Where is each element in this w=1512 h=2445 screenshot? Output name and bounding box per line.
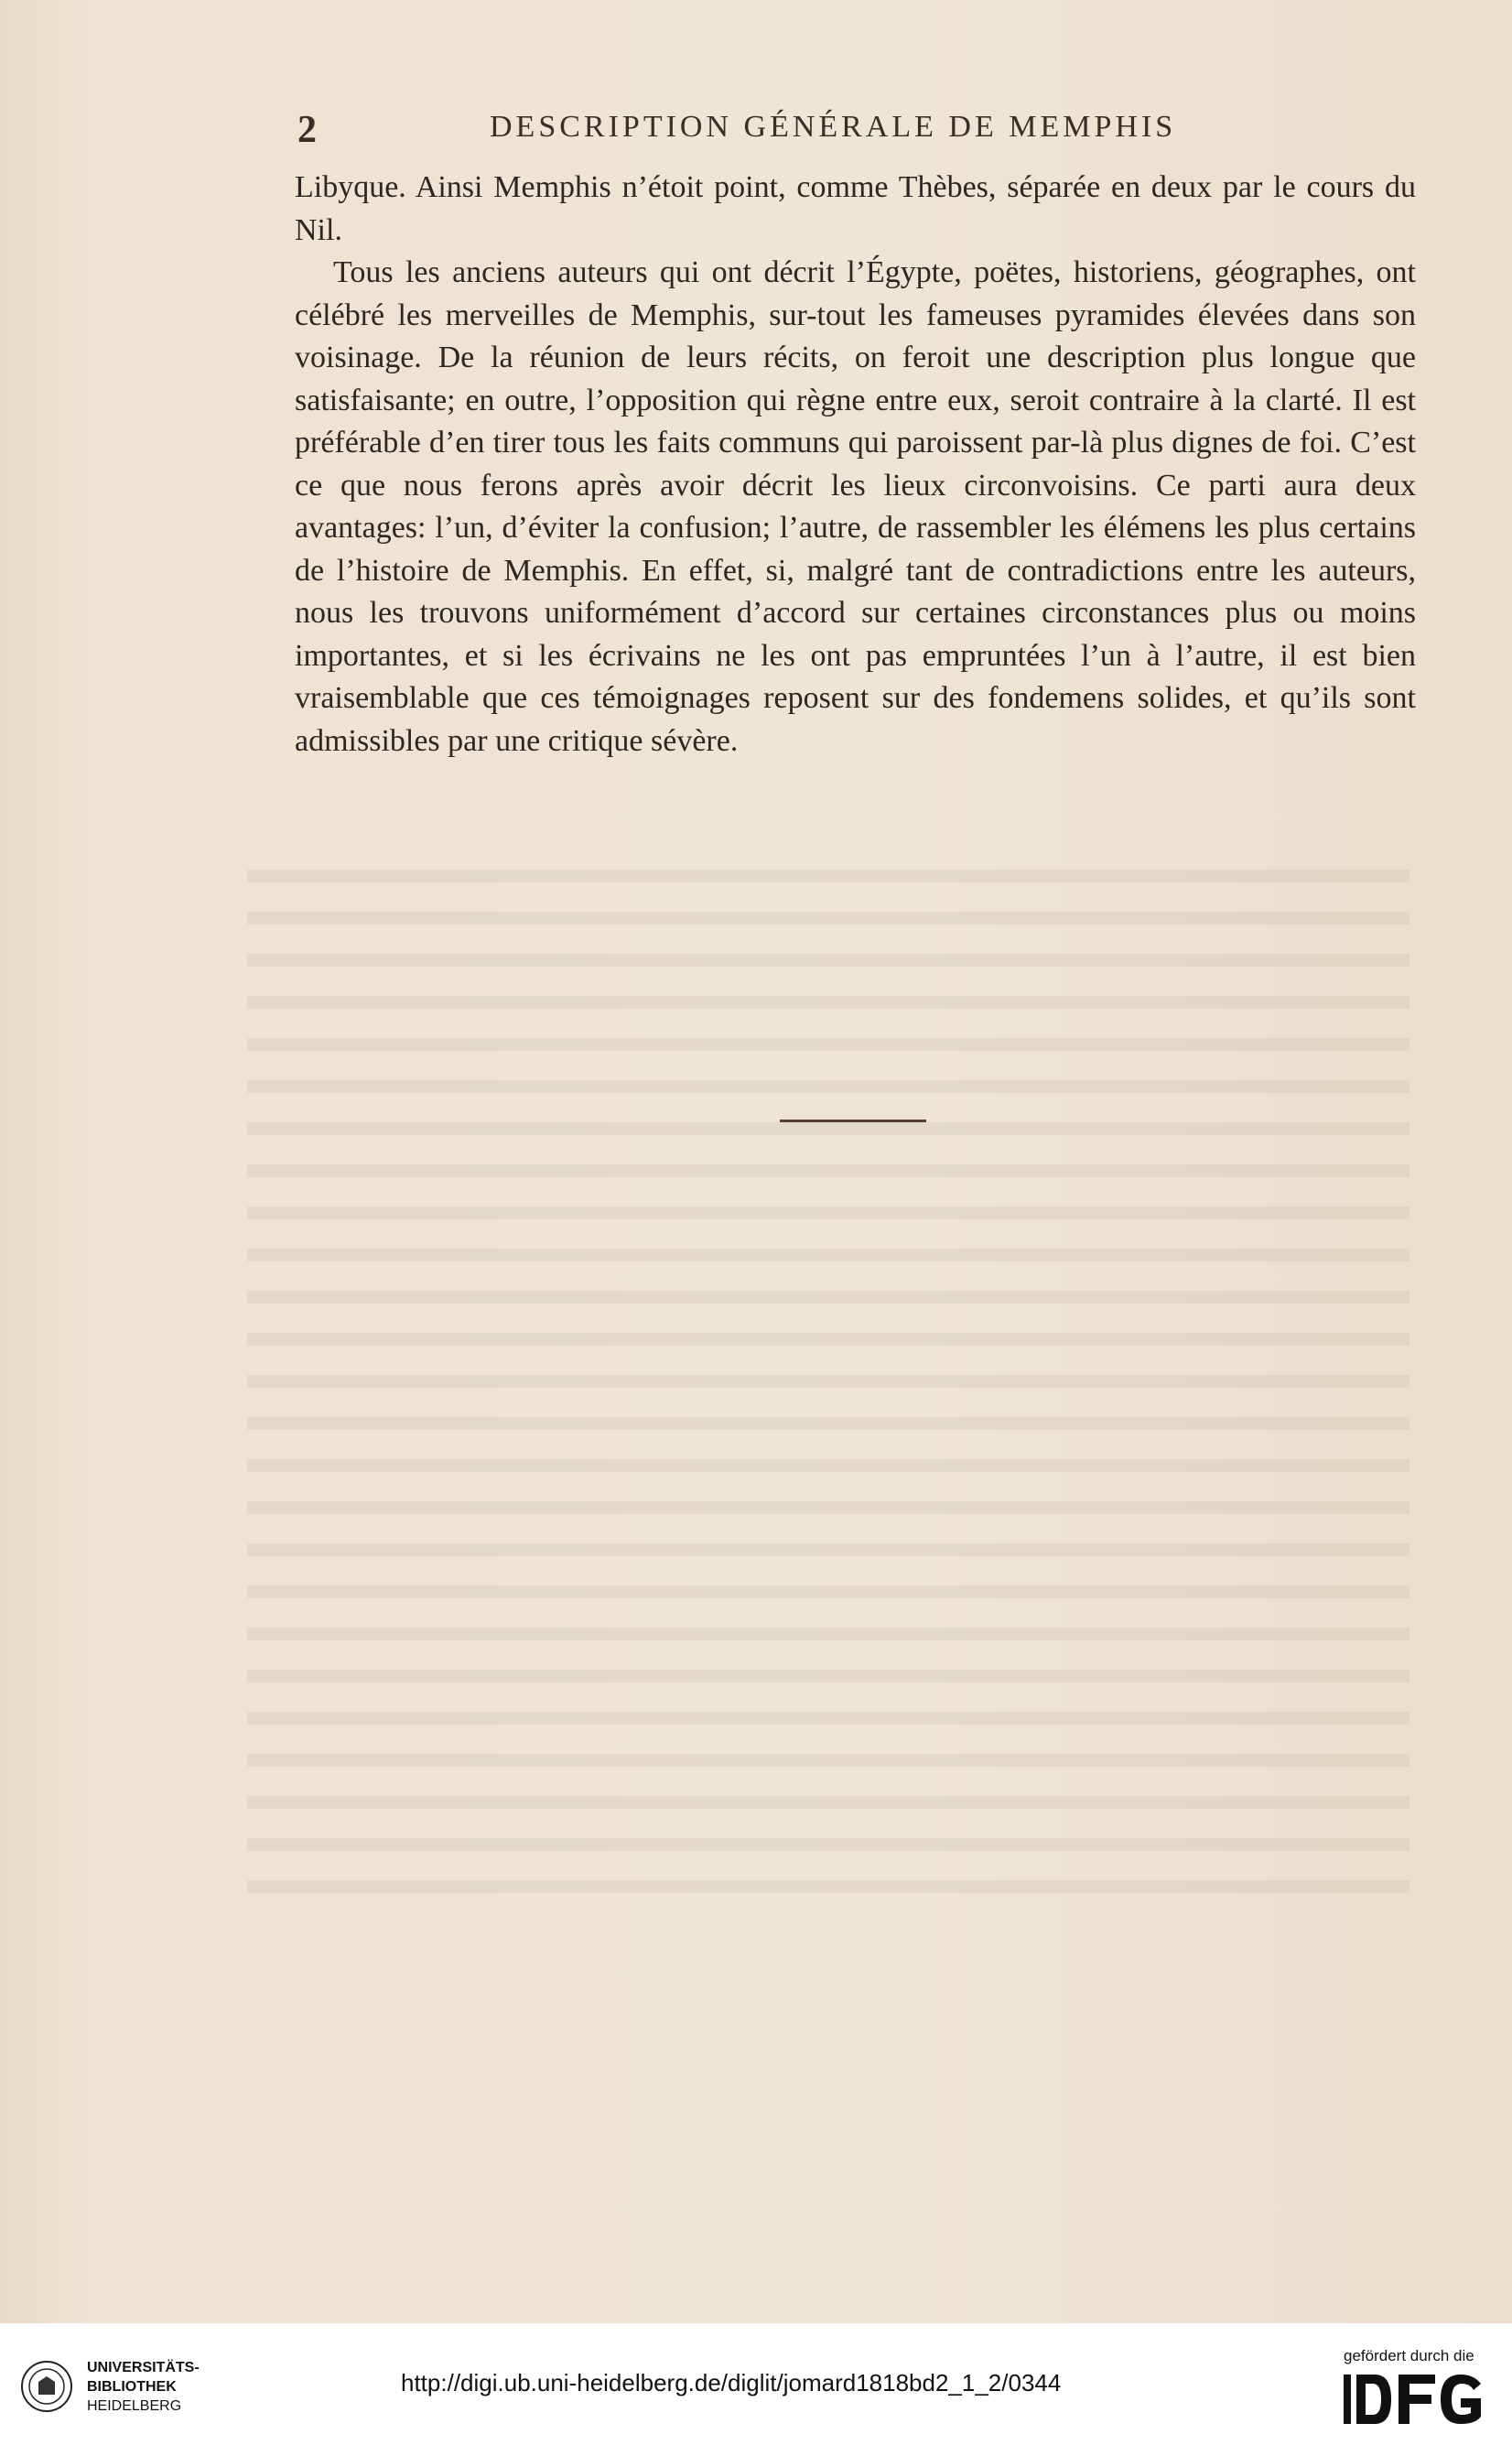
page-number: 2 <box>297 109 317 151</box>
dfg-logo-icon <box>1344 2371 1492 2428</box>
section-rule <box>780 1120 926 1122</box>
body-text <box>295 167 1416 763</box>
library-name <box>87 2358 200 2416</box>
running-head <box>297 108 1231 154</box>
funded-by-text: gefördert durch die <box>1344 2347 1474 2364</box>
library-name-line-3: HEIDELBERG <box>87 2398 182 2414</box>
library-name-line-2: BIBLIOTHEK <box>87 2379 177 2395</box>
running-head-title: DESCRIPTION GÉNÉRALE DE MEMPHIS <box>490 110 1177 144</box>
permalink-url[interactable]: http://digi.ub.uni-heidelberg.de/diglit/jomard1818bd2_1_2/0344 <box>401 2369 1062 2396</box>
library-name-line-1: UNIVERSITÄTS- <box>87 2360 200 2375</box>
paragraph-1: Libyque. Ainsi Memphis n’étoit point, comme Thèbes, séparée en deux par le cours du Nil. <box>295 170 1416 247</box>
paragraph-2: Tous les anciens auteurs qui ont décrit l’Égypte, poëtes, historiens, géographes, ont célébré les merveilles de Memphis, sur-tout les fameuses pyramides élevées dans son voisinage. De la réunion de leurs récits, on feroit une description plus longue que satisfaisante; en outre, l’opposition qui règne entre eux, seroit contraire à la clarté. Il est préférable d’en tirer tous les faits communs qui paroissent par-là plus dignes de foi. C’est ce que nous ferons après avoir décrit les lieux circonvoisins. Ce parti aura deux avantages: l’un, d’éviter la confusion; l’autre, de rassembler les élémens les plus certains de l’histoire de Memphis. En effet, si, malgré tant de contradictions entre les auteurs, nous les trouvons uniformément d’accord sur certaines circonstances plus ou moins importantes, et si les écrivains ne les ont pas empruntées l’un à l’autre, il est bien vraisemblable que ces témoignages reposent sur des fondemens solides, et qu’ils sont admissibles par une critique sévère. <box>295 255 1416 758</box>
digitization-footer <box>0 2323 1512 2445</box>
university-seal-icon <box>20 2360 73 2413</box>
show-through-text <box>247 870 1409 1895</box>
